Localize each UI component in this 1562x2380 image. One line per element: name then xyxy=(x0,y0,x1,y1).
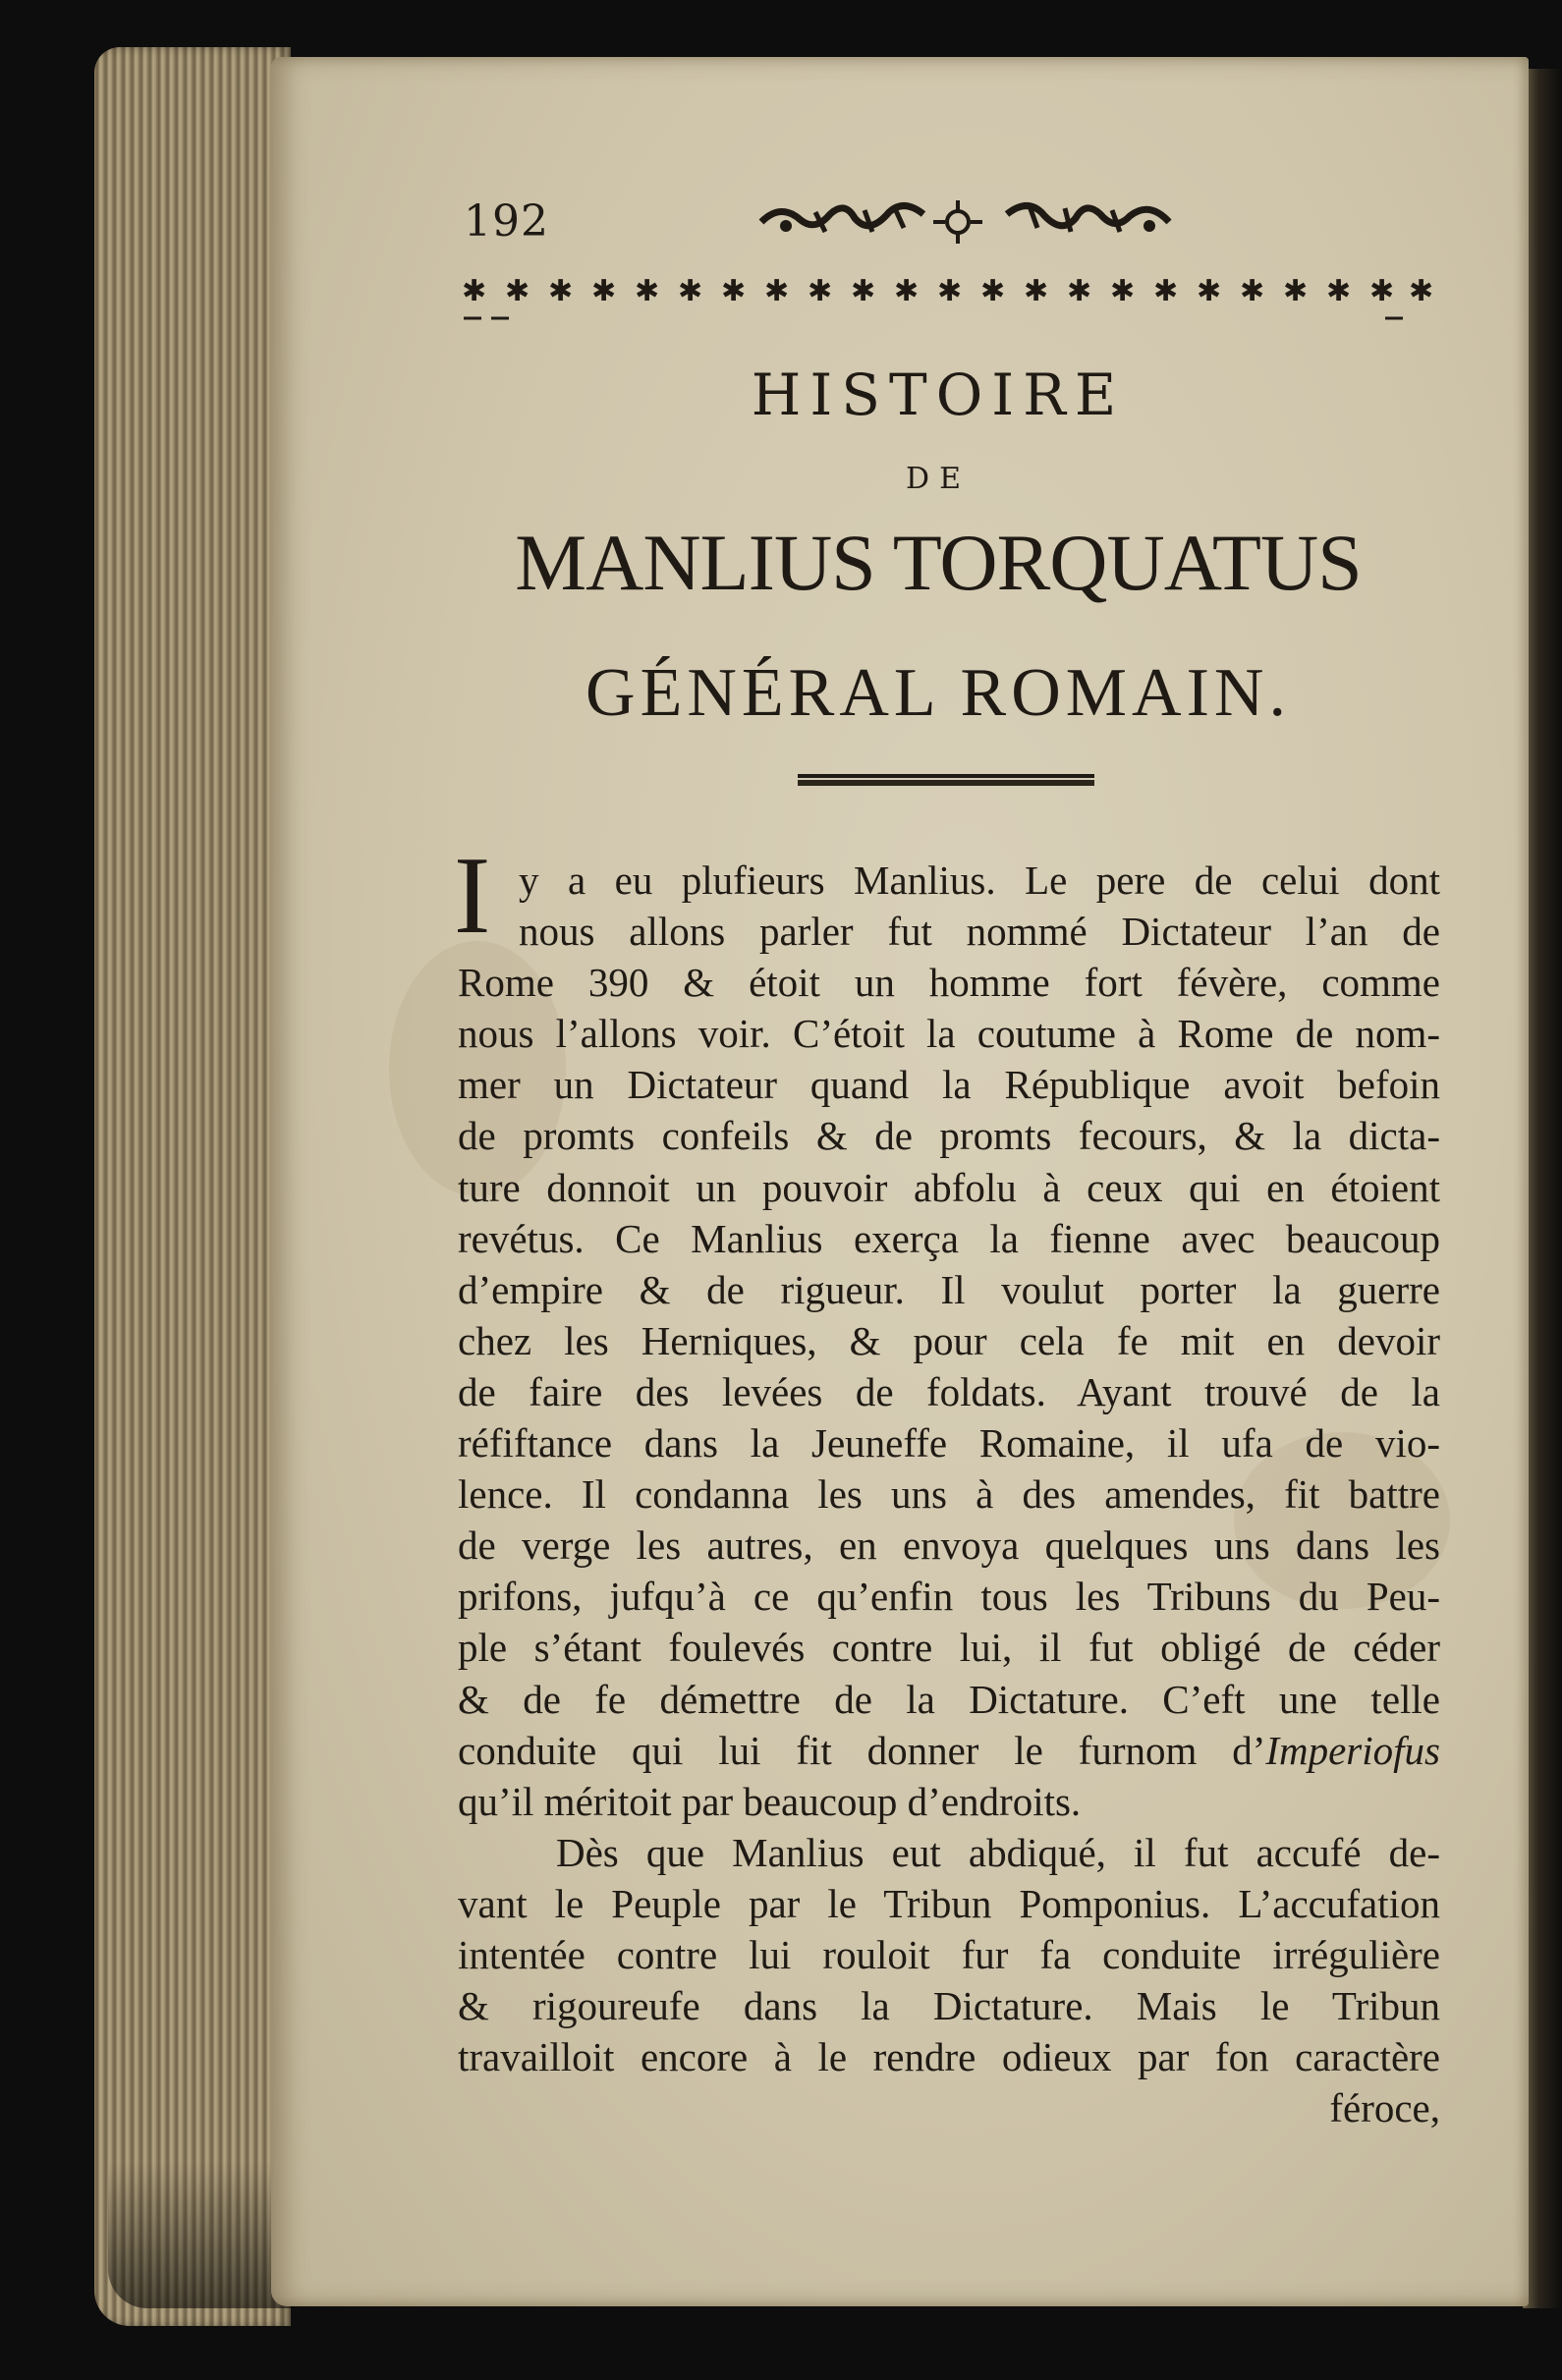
svg-text:✱: ✱ xyxy=(1409,274,1434,308)
text-line: nous l’allons voir. C’étoit la coutume à Rome de nom- xyxy=(458,1011,1440,1057)
text-line: lence. Il condanna les uns à des amendes, fit battre xyxy=(458,1471,1440,1518)
svg-text:✱: ✱ xyxy=(1024,274,1049,308)
fleuron-icon xyxy=(923,193,992,251)
heading-histoire: HISTOIRE xyxy=(751,361,1126,428)
text-line: travailloit encore à le rendre odieux par fon caractère xyxy=(458,2034,1440,2080)
floral-ornament-icon xyxy=(1002,193,1174,251)
text-line: nous allons parler fut nommé Dictateur l’an de xyxy=(519,909,1440,955)
svg-text:✱: ✱ xyxy=(1067,274,1092,308)
text-line: prifons, jufqu’à ce qu’enfin tous les Tribuns du Peu- xyxy=(458,1574,1440,1620)
italic-surname: Imperiofus xyxy=(1265,1727,1440,1773)
svg-text:✱: ✱ xyxy=(462,274,487,308)
text-line: & de fe démettre de la Dictature. C’eft une telle xyxy=(458,1676,1440,1722)
text-line: Rome 390 & étoit un homme fort févère, comme xyxy=(458,960,1440,1006)
text-line: chez les Herniques, & pour cela fe mit en devoir xyxy=(458,1317,1440,1363)
text-line: ture donnoit un pouvoir abfolu à ceux qui en étoient xyxy=(458,1164,1440,1210)
drop-cap: I xyxy=(454,835,491,957)
svg-text:✱: ✱ xyxy=(764,274,790,308)
svg-text:✱: ✱ xyxy=(1197,274,1222,308)
text-line: & rigoureufe dans la Dictature. Mais le Tribun xyxy=(458,1983,1440,2029)
svg-text:✱: ✱ xyxy=(1283,274,1309,308)
text-line: qu’il méritoit par beaucoup d’endroits. xyxy=(458,1778,1082,1824)
svg-text:✱: ✱ xyxy=(808,274,833,308)
svg-text:✱: ✱ xyxy=(678,274,703,308)
svg-text:✱: ✱ xyxy=(894,274,920,308)
heading-name: MANLIUS TORQUATUS xyxy=(515,518,1362,607)
page-edges xyxy=(94,47,291,2326)
text-line: mer un Dictateur quand la République avoit befoin xyxy=(458,1062,1440,1108)
svg-text:✱: ✱ xyxy=(721,274,747,308)
text-line-with-italic xyxy=(458,1725,1440,1776)
svg-text:✱: ✱ xyxy=(1240,274,1265,308)
book-gutter xyxy=(1523,69,1562,2308)
text-line: y a eu plufieurs Manlius. Le pere de celui dont xyxy=(519,858,1440,903)
body-text xyxy=(458,855,1440,2133)
text-line: ple s’étant foulevés contre lui, il fut obligé de céder xyxy=(458,1625,1440,1671)
text-line: de verge les autres, en envoya quelques uns dans les xyxy=(458,1522,1440,1569)
text-line: Dès que Manlius eut abdiqué, il fut accufé de- xyxy=(556,1829,1440,1875)
text-line: d’empire & de rigueur. Il voulut porter la guerre xyxy=(458,1266,1440,1312)
text-line: de promts confeils & de promts fecours, & la dicta- xyxy=(458,1113,1440,1159)
heading-de: DE xyxy=(906,462,971,496)
floral-ornament-icon xyxy=(756,193,928,251)
svg-text:✱: ✱ xyxy=(1110,274,1136,308)
catchword: féroce, xyxy=(1329,2085,1440,2131)
page-edges-shadow xyxy=(108,2161,295,2308)
svg-text:✱: ✱ xyxy=(1369,274,1395,308)
svg-text:✱: ✱ xyxy=(548,274,574,308)
svg-text:✱: ✱ xyxy=(1326,274,1352,308)
svg-text:✱: ✱ xyxy=(505,274,530,308)
heading-subtitle: GÉNÉRAL ROMAIN. xyxy=(586,655,1291,731)
page-number: 192 xyxy=(464,196,549,247)
svg-text:✱: ✱ xyxy=(591,274,617,308)
svg-text:✱: ✱ xyxy=(980,274,1006,308)
star-border xyxy=(462,271,1444,310)
text-line: de faire des levées de foldats. Ayant trouvé de la xyxy=(458,1368,1440,1414)
text-segment: conduite qui lui fit donner le furnom d’ xyxy=(458,1727,1266,1773)
svg-text:✱: ✱ xyxy=(635,274,660,308)
dash-border xyxy=(462,312,1444,324)
svg-text:✱: ✱ xyxy=(851,274,876,308)
text-line: vant le Peuple par le Tribun Pomponius. L’accufation xyxy=(458,1880,1440,1926)
decorative-rule xyxy=(798,772,1094,788)
svg-text:✱: ✱ xyxy=(1153,274,1179,308)
text-line: intentée contre lui rouloit fur fa conduite irrégulière xyxy=(458,1931,1440,1977)
text-line: revétus. Ce Manlius exerça la fienne avec beaucoup xyxy=(458,1215,1440,1261)
text-line: réfiftance dans la Jeuneffe Romaine, il ufa de vio- xyxy=(458,1420,1440,1467)
svg-text:✱: ✱ xyxy=(937,274,963,308)
